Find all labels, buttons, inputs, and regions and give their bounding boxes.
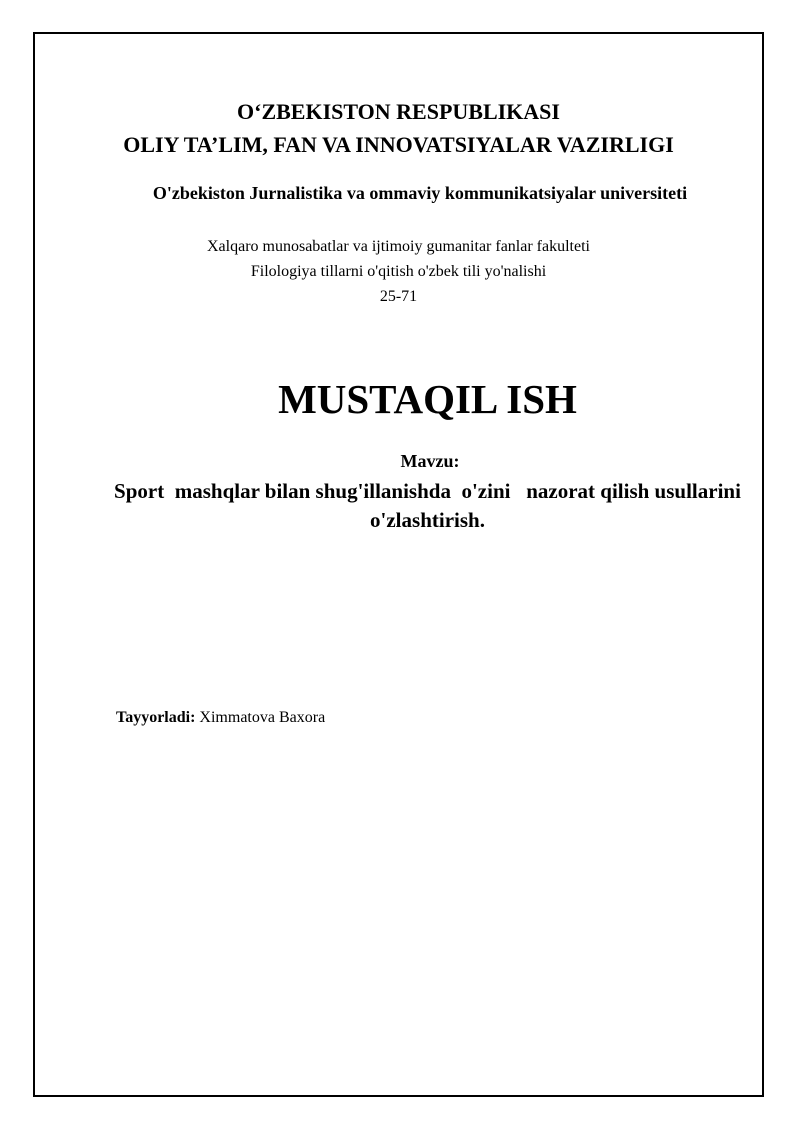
ministry-heading: OLIY TA’LIM, FAN VA INNOVATSIYALAR VAZIRLIGI xyxy=(123,132,674,157)
prepared-by xyxy=(116,707,325,729)
document-title: MUSTAQIL ISH xyxy=(278,376,577,422)
university-name: O'zbekiston Jurnalistika va ommaviy kommunikatsiyalar universiteti xyxy=(152,183,688,203)
republic-heading: O‘ZBEKISTON RESPUBLIKASI xyxy=(237,99,560,124)
direction-name: Filologiya tillarni o'qitish o'zbek tili yo'nalishi xyxy=(250,263,547,280)
prepared-by-name: Ximmatova Baxora xyxy=(199,709,326,726)
group-number: 25-71 xyxy=(379,288,418,305)
topic-label: Mavzu: xyxy=(400,451,460,471)
topic-text: Sport mashqlar bilan shug'illanishda o'zini nazorat qilish usullarini o'zlashtirish. xyxy=(114,479,747,532)
prepared-by-label: Tayyorladi: xyxy=(116,709,196,726)
faculty-name: Xalqaro munosabatlar va ijtimoiy gumanitar fanlar fakulteti xyxy=(207,238,590,255)
